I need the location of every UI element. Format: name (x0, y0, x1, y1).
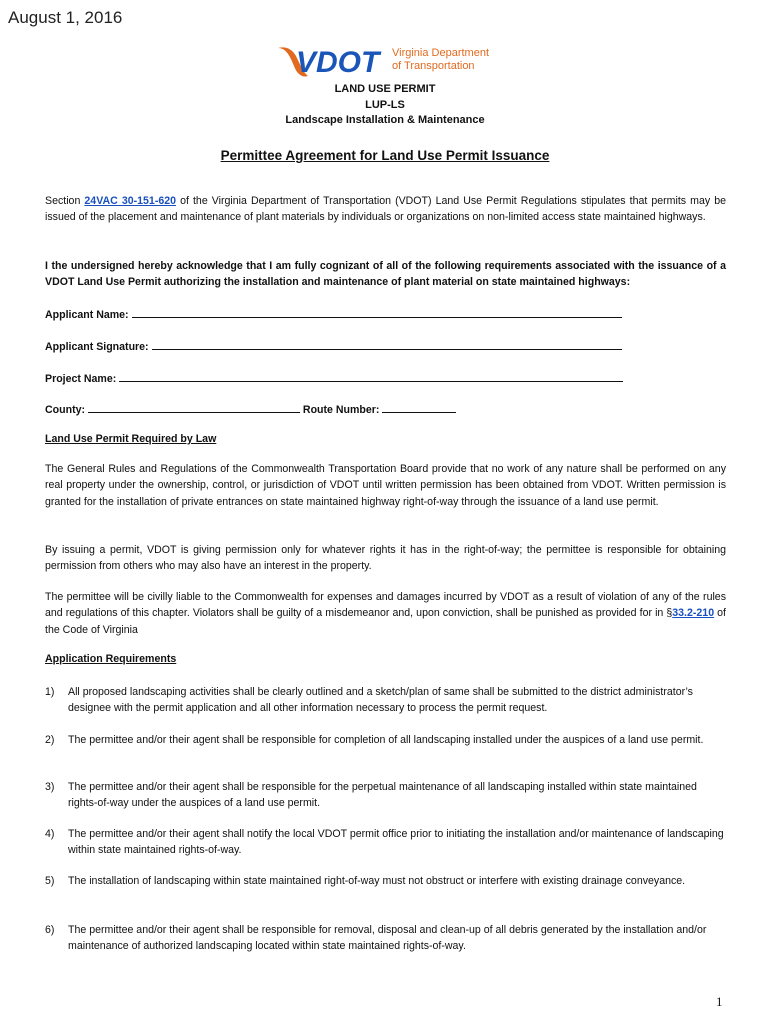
applicant-signature-label: Applicant Signature: (45, 341, 149, 353)
requirement-text: The permittee and/or their agent shall notify the local VDOT permit office prior to initiating the installation and/or maintenance of landscaping within state maintained rights-of-way. (68, 828, 724, 856)
document-title: Permittee Agreement for Land Use Permit Issuance (220, 148, 550, 163)
project-name-field (45, 370, 623, 385)
page-number: 1 (716, 994, 723, 1009)
applicant-name-label: Applicant Name: (45, 309, 129, 321)
project-name-blank[interactable] (119, 370, 623, 382)
county-blank[interactable] (88, 401, 300, 413)
county-label: County: (45, 404, 86, 416)
requirement-number: 3) (45, 781, 55, 793)
requirement-number: 2) (45, 734, 55, 746)
document-date: August 1, 2016 (8, 8, 123, 27)
permit-required-paragraph-2: By issuing a permit, VDOT is giving permission only for whatever rights it has in the right-of-way; the permittee is responsible for obtaining permission from others who may also have an interest in the property. (45, 544, 726, 573)
header-line-1: LAND USE PERMIT (334, 83, 436, 95)
section-heading-application-requirements: Application Requirements (45, 653, 177, 665)
requirement-text: The permittee and/or their agent shall be responsible for completion of all landscaping installed under the auspices of a land use permit. (68, 734, 704, 746)
applicant-signature-blank[interactable] (152, 338, 622, 350)
logo-line-2: of Transportation (392, 60, 475, 72)
applicant-name-blank[interactable] (132, 306, 622, 318)
requirement-text: The installation of landscaping within state maintained right-of-way must not obstruct or interfere with existing drainage conveyance. (68, 875, 686, 887)
liability-suffix: of the Code of Virginia (45, 607, 726, 636)
intro-prefix: Section (45, 195, 85, 207)
project-name-label: Project Name: (45, 373, 117, 385)
requirement-number: 1) (45, 686, 55, 698)
route-number-blank[interactable] (382, 401, 456, 413)
requirement-text: All proposed landscaping activities shall be clearly outlined and a sketch/plan of same shall be submitted to the district administrator’s designee with the permit application and all other information necessary to process the permit request. (68, 686, 693, 714)
regulation-link[interactable]: 24VAC 30-151-620 (84, 195, 177, 207)
requirement-number: 6) (45, 924, 55, 936)
route-number-label: Route Number: (302, 404, 380, 416)
liability-text: The permittee will be civilly liable to the Commonwealth for expenses and damages incurred by VDOT as a result of violation of any of the rules and regulations of this chapter. Violators shall be guilty of a misdemeanor and, upon conviction, shall be punished as provided for in § (45, 591, 726, 620)
intro-suffix: of the Virginia Department of Transportation (VDOT) Land Use Permit Regulations stipulates that permits may be issued of the placement and maintenance of plant materials by individuals or organizations on non-limited access state maintained highways. (45, 195, 727, 224)
permit-required-paragraph-1: The General Rules and Regulations of the Commonwealth Transportation Board provide that no work of any nature shall be performed on any real property under the ownership, control, or jurisdiction of VDOT until written permission has been obtained from VDOT. Written permission is granted for the installation of private entrances on state maintained highway right-of-way through the issuance of a land use permit. (45, 463, 726, 508)
county-route-field (45, 401, 456, 416)
requirement-text: The permittee and/or their agent shall be responsible for the perpetual maintenance of all landscaping installed within state maintained rights-of-way under the auspices of a land use permit. (68, 781, 697, 809)
header-line-3: Landscape Installation & Maintenance (285, 114, 485, 126)
permit-required-paragraph-3 (45, 589, 726, 638)
logo-line-1: Virginia Department (392, 47, 490, 59)
requirement-number: 4) (45, 828, 55, 840)
header-line-2: LUP-LS (365, 99, 405, 111)
intro-paragraph (45, 193, 726, 226)
requirement-text: The permittee and/or their agent shall be responsible for removal, disposal and clean-up of all debris generated by the installation and/or maintenance of authorized landscaping located within state maintained rights-of-way. (68, 924, 707, 952)
requirement-number: 5) (45, 875, 55, 887)
vdot-logo-letters: VDOT (296, 46, 380, 79)
applicant-signature-field (45, 338, 622, 353)
applicant-name-field (45, 306, 622, 321)
section-heading-permit-required: Land Use Permit Required by Law (45, 433, 217, 445)
code-of-virginia-link[interactable]: 33.2-210 (672, 607, 715, 620)
acknowledgement-statement: I the undersigned hereby acknowledge that I am fully cognizant of all of the following requirements associated with the issuance of a VDOT Land Use Permit authorizing the installation and maintenance of plant material on state maintained highways: (45, 260, 726, 289)
